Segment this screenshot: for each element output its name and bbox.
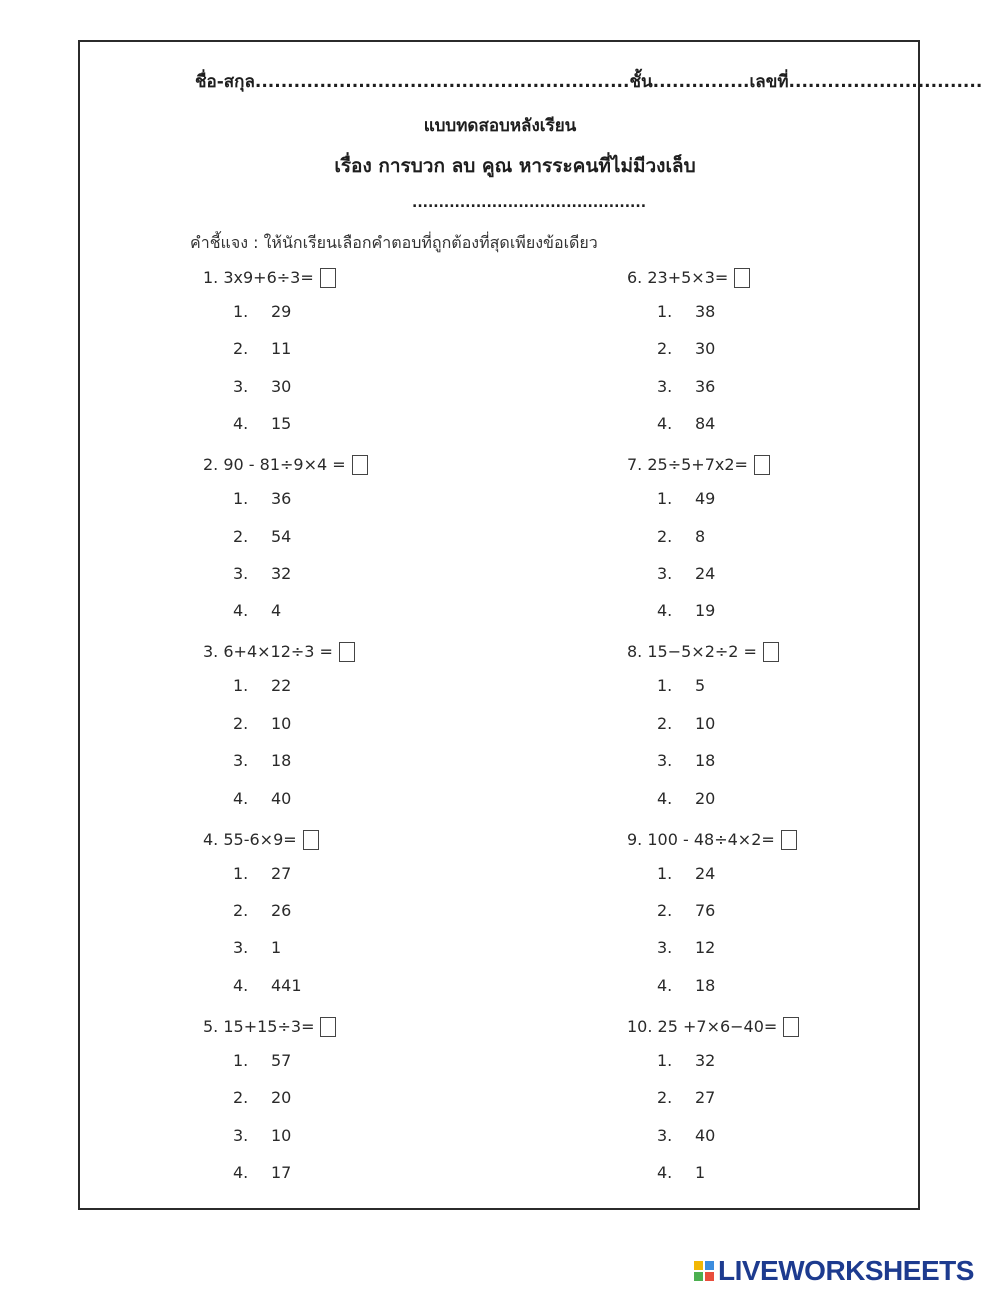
- student-info-line: ชื่อ-สกุล..........................................................ชั้น...............เลขที่..............................: [195, 72, 983, 92]
- choice-value: 12: [695, 938, 716, 958]
- choice-value: 36: [695, 376, 716, 396]
- choice-value: 441: [271, 975, 302, 995]
- question-stem: [627, 452, 1000, 478]
- question-text: 2. 90 - 81÷9×4 =: [203, 455, 346, 475]
- choice-value: 10: [695, 713, 716, 733]
- choice-item[interactable]: [627, 665, 1000, 702]
- choice-number: 3.: [233, 751, 249, 771]
- question-stem: [627, 827, 1000, 853]
- choice-item[interactable]: [627, 778, 1000, 815]
- choice-item[interactable]: [627, 853, 1000, 890]
- choice-value: 27: [695, 1088, 716, 1108]
- choice-item[interactable]: [203, 965, 583, 1002]
- choice-value: 15: [271, 414, 292, 434]
- question-text: 7. 25÷5+7x2=: [627, 455, 748, 475]
- choice-list: [627, 853, 1000, 1003]
- choice-item[interactable]: [203, 366, 583, 403]
- question-stem: [203, 639, 583, 665]
- choice-value: 19: [695, 601, 716, 621]
- choice-number: 4.: [233, 1162, 249, 1182]
- choice-number: 3.: [233, 938, 249, 958]
- choice-value: 20: [695, 788, 716, 808]
- choice-value: 32: [271, 563, 292, 583]
- choice-item[interactable]: [627, 965, 1000, 1002]
- choice-item[interactable]: [627, 740, 1000, 777]
- choice-number: 4.: [233, 788, 249, 808]
- logo-text: LIVEWORKSHEETS: [718, 1255, 974, 1286]
- choice-number: 1.: [233, 863, 249, 883]
- question-text: 8. 15−5×2÷2 =: [627, 642, 757, 662]
- choice-item[interactable]: [203, 1040, 583, 1077]
- choice-value: 18: [271, 751, 292, 771]
- choice-value: 40: [271, 788, 292, 808]
- question-stem: [203, 265, 583, 291]
- choice-item[interactable]: [203, 516, 583, 553]
- choice-number: 4.: [657, 975, 673, 995]
- choice-number: 3.: [233, 1125, 249, 1145]
- choice-value: 24: [695, 863, 716, 883]
- choice-item[interactable]: [203, 927, 583, 964]
- choice-list: [203, 478, 583, 628]
- choice-item[interactable]: [627, 291, 1000, 328]
- answer-box[interactable]: [763, 642, 779, 662]
- choice-item[interactable]: [627, 1152, 1000, 1189]
- choice-item[interactable]: [203, 703, 583, 740]
- choice-number: 1.: [233, 676, 249, 696]
- choice-number: 2.: [233, 339, 249, 359]
- choice-list: [627, 665, 1000, 815]
- choice-value: 10: [271, 713, 292, 733]
- choice-item[interactable]: [203, 778, 583, 815]
- choice-value: 5: [695, 676, 706, 696]
- choice-item[interactable]: [627, 1040, 1000, 1077]
- choice-number: 2.: [657, 339, 673, 359]
- choice-number: 2.: [657, 526, 673, 546]
- question: [203, 452, 583, 628]
- page-title: แบบทดสอบหลังเรียน: [423, 116, 577, 136]
- question-text: 4. 55-6×9=: [203, 829, 297, 849]
- choice-number: 4.: [657, 601, 673, 621]
- choice-list: [203, 1040, 583, 1190]
- choice-number: 3.: [657, 751, 673, 771]
- answer-box[interactable]: [339, 642, 355, 662]
- choice-number: 3.: [657, 1125, 673, 1145]
- choice-item[interactable]: [203, 328, 583, 365]
- logo-mark-icon: [693, 1260, 715, 1282]
- answer-box[interactable]: [320, 268, 336, 288]
- choice-item[interactable]: [627, 927, 1000, 964]
- question: [203, 1014, 583, 1190]
- question: [203, 639, 583, 815]
- choice-item[interactable]: [627, 703, 1000, 740]
- logo-square: [693, 1271, 704, 1282]
- choice-value: 54: [271, 526, 292, 546]
- choice-number: 4.: [233, 975, 249, 995]
- question: [627, 1014, 1000, 1190]
- choice-value: 84: [695, 414, 716, 434]
- choice-item[interactable]: [203, 291, 583, 328]
- choice-value: 30: [271, 376, 292, 396]
- choice-item[interactable]: [627, 516, 1000, 553]
- choice-number: 3.: [657, 938, 673, 958]
- question-stem: [203, 1014, 583, 1040]
- choice-value: 40: [695, 1125, 716, 1145]
- choice-value: 36: [271, 489, 292, 509]
- choice-number: 3.: [233, 563, 249, 583]
- choice-number: 4.: [657, 788, 673, 808]
- choice-value: 27: [271, 863, 292, 883]
- choice-value: 1: [695, 1162, 706, 1182]
- question-text: 3. 6+4×12÷3 =: [203, 642, 333, 662]
- choice-item[interactable]: [627, 1077, 1000, 1114]
- choice-list: [627, 291, 1000, 441]
- choice-value: 20: [271, 1088, 292, 1108]
- choice-number: 1.: [657, 863, 673, 883]
- choice-number: 1.: [657, 302, 673, 321]
- choice-item[interactable]: [203, 553, 583, 590]
- choice-value: 57: [271, 1050, 292, 1070]
- answer-box[interactable]: [783, 1017, 799, 1037]
- choice-value: 49: [695, 489, 716, 509]
- question-stem: [627, 265, 1000, 291]
- choice-number: 2.: [233, 900, 249, 920]
- choice-value: 10: [271, 1125, 292, 1145]
- answer-box[interactable]: [320, 1017, 336, 1037]
- choice-number: 2.: [657, 713, 673, 733]
- choice-value: 11: [271, 339, 292, 359]
- choice-value: 17: [271, 1162, 292, 1182]
- choice-item[interactable]: [627, 366, 1000, 403]
- instruction-text: คำชี้แจง : ให้นักเรียนเลือกคำตอบที่ถูกต้องที่สุดเพียงข้อเดียว: [190, 233, 598, 252]
- choice-item[interactable]: [203, 1115, 583, 1152]
- answer-box[interactable]: [754, 455, 770, 475]
- choice-item[interactable]: [627, 328, 1000, 365]
- page-subtitle: เรื่อง การบวก ลบ คูณ หารระคนที่ไม่มีวงเล็บ: [334, 155, 696, 177]
- question: [203, 827, 583, 1003]
- choice-value: 76: [695, 900, 716, 920]
- question-text: 6. 23+5×3=: [627, 268, 729, 287]
- choice-number: 3.: [233, 376, 249, 396]
- choice-item[interactable]: [203, 590, 583, 627]
- question-stem: [627, 1014, 1000, 1040]
- question-text: 10. 25 +7×6−40=: [627, 1016, 778, 1036]
- choice-number: 1.: [657, 676, 673, 696]
- choice-item[interactable]: [203, 890, 583, 927]
- choice-value: 38: [695, 302, 716, 321]
- choice-number: 1.: [233, 302, 249, 321]
- question-text: 5. 15+15÷3=: [203, 1016, 315, 1036]
- choice-item[interactable]: [627, 1115, 1000, 1152]
- choice-item[interactable]: [627, 590, 1000, 627]
- choice-number: 4.: [657, 1162, 673, 1182]
- choice-value: 22: [271, 676, 292, 696]
- question-stem: [203, 452, 583, 478]
- choice-item[interactable]: [203, 740, 583, 777]
- choice-item[interactable]: [627, 478, 1000, 515]
- choice-value: 4: [271, 601, 282, 621]
- choice-list: [627, 478, 1000, 628]
- question: [203, 265, 583, 441]
- choice-value: 30: [695, 339, 716, 359]
- choice-number: 3.: [657, 376, 673, 396]
- question-text: 1. 3x9+6÷3=: [203, 268, 314, 287]
- choice-number: 4.: [657, 414, 673, 434]
- choice-value: 32: [695, 1050, 716, 1070]
- choice-item[interactable]: [203, 853, 583, 890]
- choice-value: 8: [695, 526, 706, 546]
- question-stem: [627, 639, 1000, 665]
- question: [627, 265, 1000, 441]
- choice-number: 2.: [233, 713, 249, 733]
- choice-item[interactable]: [203, 665, 583, 702]
- question: [627, 452, 1000, 628]
- choice-item[interactable]: [203, 1077, 583, 1114]
- choice-value: 18: [695, 751, 716, 771]
- question: [627, 639, 1000, 815]
- logo-square: [704, 1271, 715, 1282]
- choice-number: 2.: [233, 1088, 249, 1108]
- choice-item[interactable]: [203, 1152, 583, 1189]
- question-stem: [203, 827, 583, 853]
- choice-item[interactable]: [627, 553, 1000, 590]
- choice-item[interactable]: [627, 403, 1000, 440]
- choice-number: 2.: [657, 1088, 673, 1108]
- liveworksheets-logo: [693, 1256, 974, 1286]
- choice-list: [203, 665, 583, 815]
- answer-box[interactable]: [781, 830, 797, 850]
- choice-number: 4.: [233, 414, 249, 434]
- choice-item[interactable]: [203, 478, 583, 515]
- choice-number: 4.: [233, 601, 249, 621]
- answer-box[interactable]: [352, 455, 368, 475]
- choice-number: 1.: [657, 1050, 673, 1070]
- choice-list: [203, 853, 583, 1003]
- choice-number: 2.: [233, 526, 249, 546]
- answer-box[interactable]: [303, 830, 319, 850]
- choice-value: 18: [695, 975, 716, 995]
- choice-value: 29: [271, 302, 292, 321]
- choice-value: 24: [695, 563, 716, 583]
- choice-number: 2.: [657, 900, 673, 920]
- logo-square: [704, 1260, 715, 1271]
- choice-value: 26: [271, 900, 292, 920]
- choice-number: 3.: [657, 563, 673, 583]
- choice-item[interactable]: [203, 403, 583, 440]
- choice-list: [627, 1040, 1000, 1190]
- logo-square: [693, 1260, 704, 1271]
- title-dots: ............................................: [412, 195, 647, 211]
- choice-list: [203, 291, 583, 441]
- choice-number: 1.: [233, 1050, 249, 1070]
- choice-number: 1.: [233, 489, 249, 509]
- choice-value: 1: [271, 938, 282, 958]
- question: [627, 827, 1000, 1003]
- answer-box[interactable]: [734, 268, 750, 288]
- choice-number: 1.: [657, 489, 673, 509]
- choice-item[interactable]: [627, 890, 1000, 927]
- question-text: 9. 100 - 48÷4×2=: [627, 829, 775, 849]
